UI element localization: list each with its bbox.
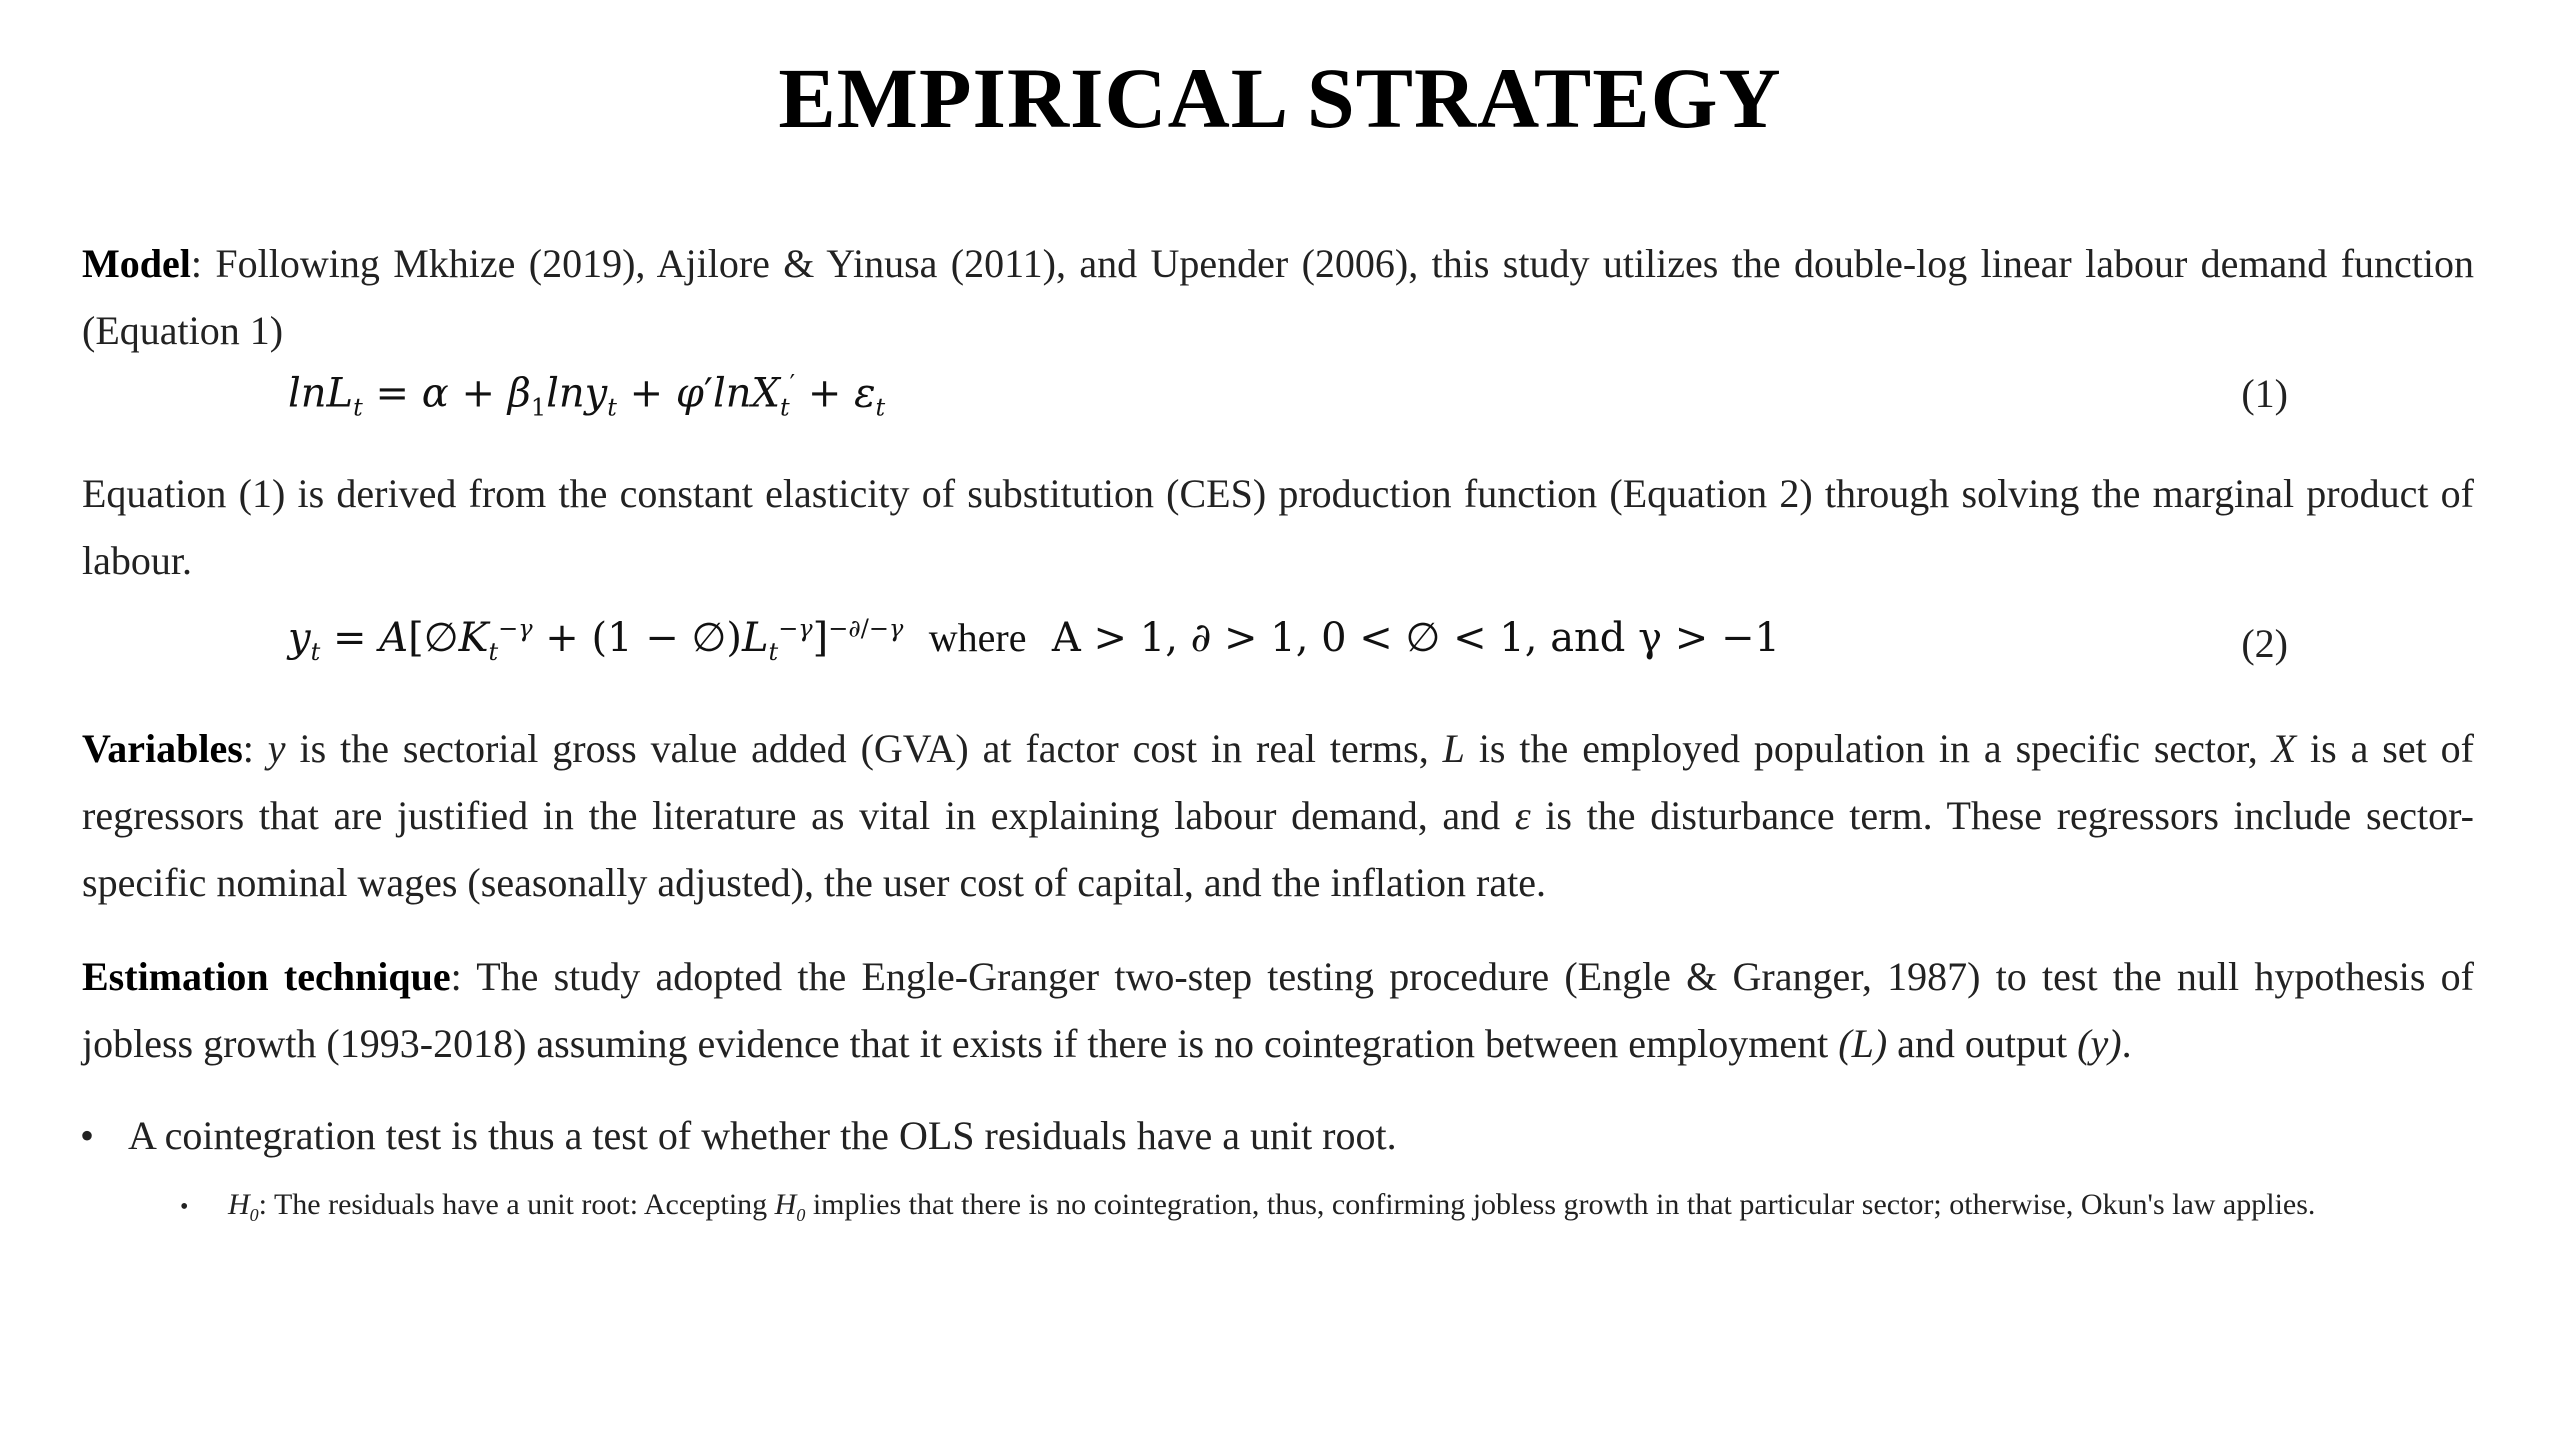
model-paragraph: [82, 230, 2474, 364]
estimation-label: Estimation technique: [82, 954, 451, 999]
sub-bullet-h0: • $H_0$: The residuals have a unit root: Accepting $H_0$ implies that there is no cointegration, thus, confirming jobless growth in that particular sector; otherwise, Okun's law applies.: [180, 1188, 2316, 1225]
equation-2-conditions: A > 1, ∂ > 1, 0 < ∅ < 1, and γ > −1: [1051, 615, 1780, 661]
equation-1-number: (1): [2241, 371, 2288, 416]
bullet-icon: •: [80, 1113, 95, 1158]
equation-2-number: (2): [2241, 621, 2288, 666]
estimation-paragraph: Estimation technique: The study adopted the Engle-Granger two-step testing procedure (Engle & Granger, 1987) to test the null hypothesis of jobless growth (1993-2018) assuming evidence that it exists if there is no cointegration between employment (L) and output (y).: [82, 954, 2474, 1066]
model-label: Model: [82, 241, 191, 286]
bullet-cointegration: [80, 1112, 1397, 1159]
equation-1: $\ln L_t = \alpha + \beta_1\ln y_t + \varphi'\ln X_t' + \varepsilon_t$: [288, 370, 886, 422]
variables-paragraph: Variables: y is the sectorial gross value added (GVA) at factor cost in real terms, L is the employed population in a specific sector, X is a set of regressors that are justified in the literature as vital in explaining labour demand, and ε is the disturbance term. These regressors include sector-specific nominal wages (seasonally adjusted), the user cost of capital, and the inflation rate.: [82, 726, 2474, 905]
equation-2: $y_t$ = $A[\emptyset K_t^{-\gamma} + (1$ − $\emptyset)L_t^{-\gamma}]^{-\partial/-\gamma}$ where A > 1, ∂ > 1, 0 < ∅ < 1, and γ > −1: [288, 614, 1780, 666]
variables-label: Variables: [82, 726, 243, 771]
model-text: : Following Mkhize (2019), Ajilore & Yinusa (2011), and Upender (2006), this study utilizes the double-log linear labour demand function (Equation 1): [82, 241, 2474, 353]
equation-2-where: where: [928, 615, 1027, 660]
slide-title: EMPIRICAL STRATEGY: [778, 50, 1782, 146]
sub-bullet-icon: •: [180, 1194, 189, 1220]
equation-derivation-paragraph: Equation (1) is derived from the constant elasticity of substitution (CES) production function (Equation 2) through solving the marginal product of labour.: [82, 471, 2474, 583]
bullet-text: A cointegration test is thus a test of whether the OLS residuals have a unit root.: [128, 1113, 1397, 1158]
